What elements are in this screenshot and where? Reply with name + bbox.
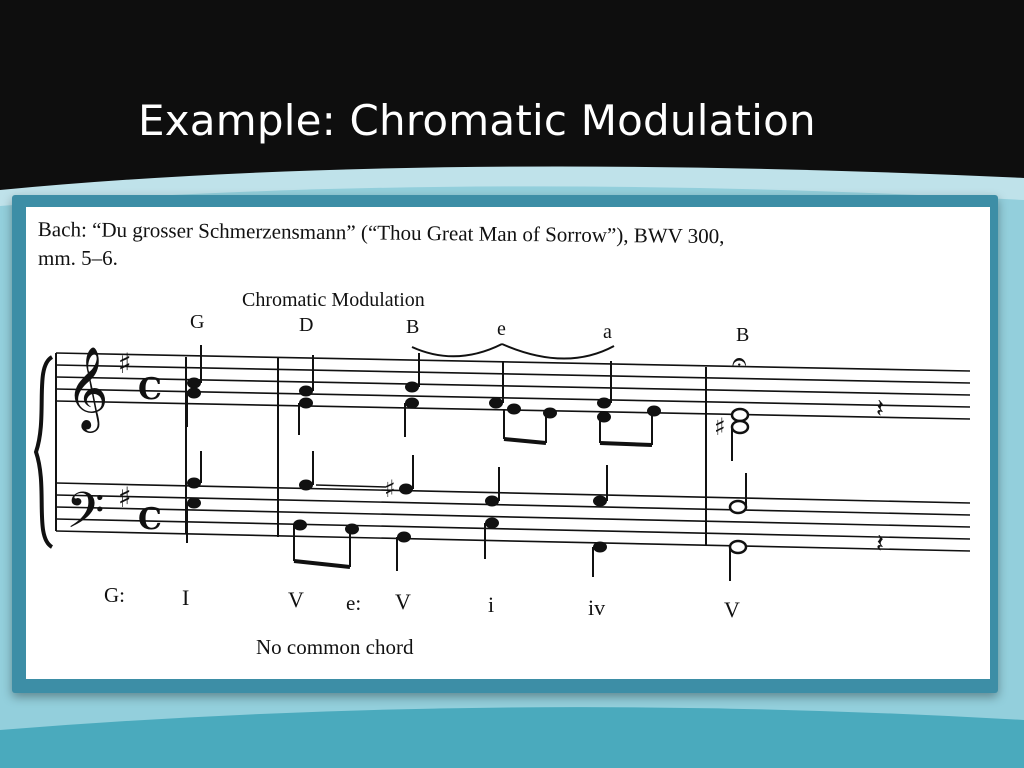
roman-numeral-i-e: i xyxy=(488,592,495,617)
roman-numeral-v-e: V xyxy=(395,589,411,614)
roman-numeral-iv-e: iv xyxy=(588,595,606,620)
roman-numeral-v-g: V xyxy=(288,587,304,612)
bass-clef-icon: 𝄢 xyxy=(66,482,105,552)
quarter-rest-treble-icon: 𝄽 xyxy=(876,394,884,424)
music-score xyxy=(26,207,990,679)
slur-2 xyxy=(502,344,614,359)
key-signature-treble: ♯ xyxy=(118,347,132,380)
grand-staff-brace xyxy=(36,357,52,547)
fermata-icon: 𝄐 xyxy=(732,347,747,377)
chord-letter-d: D xyxy=(299,314,314,336)
stems xyxy=(187,345,746,581)
key-signature-bass: ♯ xyxy=(118,481,132,514)
chord-letter-e: e xyxy=(497,318,506,340)
beam-bass-1 xyxy=(294,561,350,567)
key-label-e: e: xyxy=(346,591,362,615)
slide-title: Example: Chromatic Modulation xyxy=(138,96,816,145)
clefs xyxy=(66,345,884,559)
chord-letter-a: a xyxy=(603,321,612,343)
chord-letter-b-final: B xyxy=(736,324,750,346)
treble-clef-icon: 𝄞 xyxy=(66,345,109,429)
caption-line-2: mm. 5–6. xyxy=(38,246,118,270)
roman-numeral-i-g: I xyxy=(182,585,190,610)
beam-treble-1 xyxy=(504,439,546,443)
chord-letter-b: B xyxy=(406,316,420,338)
time-signature-bass: C xyxy=(138,502,162,537)
footnote: No common chord xyxy=(256,635,414,659)
noteheads xyxy=(187,378,661,553)
roman-numeral-v-final: V xyxy=(724,597,740,622)
time-signature-treble: C xyxy=(138,372,162,407)
section-label: Chromatic Modulation xyxy=(242,289,425,311)
beam-treble-2 xyxy=(600,443,652,445)
chord-letter-g: G xyxy=(190,311,205,333)
key-label-g: G: xyxy=(104,583,125,607)
sharp-treble-icon: ♯ xyxy=(714,413,726,441)
bass-line-connector xyxy=(316,485,386,487)
sharp-bass-icon: ♯ xyxy=(384,475,396,503)
caption-line-1: Bach: “Du grosser Schmerzensmann” (“Thou Great Man of Sorrow”), BWV 300, xyxy=(37,217,725,249)
slur-1 xyxy=(412,344,502,356)
bass-staff xyxy=(56,483,970,551)
quarter-rest-bass-icon: 𝄽 xyxy=(876,529,884,559)
